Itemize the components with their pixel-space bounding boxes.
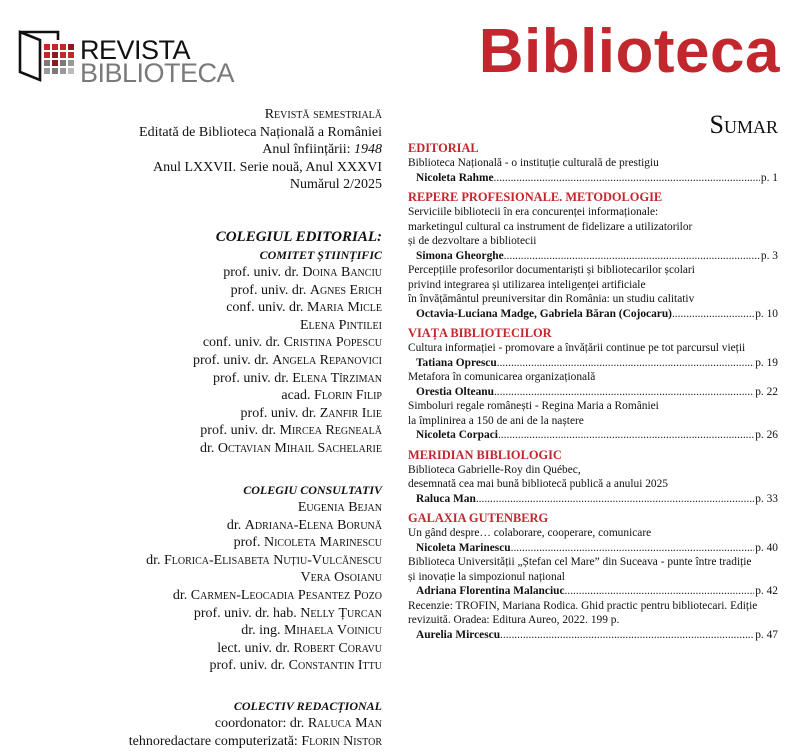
member-title: prof. univ. dr. [240,405,320,421]
toc-entry[interactable] [408,370,778,399]
member-title: prof. univ. dr. [209,658,289,674]
member-title: prof. [233,535,264,551]
board-member [20,422,382,440]
board-member [20,733,382,751]
entry-title: Serviciile bibliotecii în era concurenței informaționale: [408,206,659,218]
entry-page: p. 47 [755,628,778,641]
toc-entry[interactable] [408,263,778,321]
entry-title: Biblioteca Națională - o instituție culturală de prestigiu [408,157,659,169]
member-title: prof. univ. dr. [213,370,293,386]
member-name: Florica-Elisabeta Nuțiu-Vulcănescu [163,552,382,568]
member-title: acad. [281,388,315,404]
member-name: Cristina Popescu [283,335,382,351]
entry-author: Nicoleta Marinescu [416,541,511,554]
leader-dots [511,541,755,556]
member-name: Agnes Erich [309,282,382,298]
entry-page: p. 40 [755,541,778,554]
entry-title: Percepțiile profesorilor documentariști și bibliotecarilor școlari [408,264,695,276]
section-heading-viata: VIAȚA BIBLIOTECILOR [408,326,552,340]
board-member [20,499,382,517]
journal-title: Biblioteca [478,17,780,86]
member-title: conf. univ. dr. [226,300,307,316]
member-name: Robert Coravu [293,640,382,656]
board-member [20,352,382,370]
toc-entry[interactable] [408,156,778,185]
table-of-contents [408,141,778,642]
member-name: Elena Tîrziman [292,370,382,386]
revista-logo-mark-icon [18,30,78,82]
entry-author-line [408,541,778,556]
toc-entry[interactable] [408,463,778,507]
consultativ-heading: COLEGIU CONSULTATIV [243,483,382,497]
entry-page: p. 33 [755,492,778,505]
masthead-line: Revistă semestrială [264,107,382,122]
member-title: prof. univ. dr. [230,282,310,298]
masthead-line: Numărul 2/2025 [289,177,382,193]
toc-entry[interactable] [408,599,778,643]
entry-author-line [408,385,778,400]
entry-title: Biblioteca Universității „Ștefan cel Mare” din Suceava - punte între tradiție [408,556,752,568]
toc-entry[interactable] [408,399,778,443]
member-title: prof. univ. dr. [192,352,273,368]
board-member [20,534,382,552]
entry-page: p. 10 [755,307,778,320]
board-member [20,640,382,658]
toc-entry[interactable] [408,341,778,370]
board-member [20,657,382,675]
board-member [20,387,382,405]
board-member [20,605,382,623]
entry-page: p. 3 [760,249,778,262]
member-name: Adriana-Elena Borună [244,517,382,533]
member-name: Maria Micle [306,300,382,316]
colegiul-editorial [20,228,382,458]
section-heading-editorial: EDITORIAL [408,141,479,155]
entry-title: Simboluri regale românești - Regina Maria a României [408,400,659,412]
board-member [20,622,382,640]
board-member [20,569,382,587]
member-title: dr. [226,517,245,533]
entry-title: Cultura informației - promovare a învățării continue pe tot parcursul vieții [408,342,746,354]
entry-author: Adriana Florentina Malanciuc [416,585,565,597]
comitet-list [20,264,382,458]
sumar-heading: Sumar [709,110,778,139]
colectiv-redactional [20,698,382,750]
member-title: lect. univ. dr. [217,640,294,656]
member-title: dr. [146,552,164,568]
founded-year: 1948 [354,142,382,158]
member-name: Zanfir Ilie [319,405,382,421]
leader-dots [476,492,754,507]
colegiu-consultativ [20,482,382,675]
entry-page: p. 22 [755,385,778,398]
toc-entry[interactable] [408,526,778,555]
member-title: dr. [172,587,191,603]
entry-title: marketingul cultural ca instrument de fidelizare a utilizatorilor [408,220,693,233]
entry-author-line [408,249,778,264]
member-name: Florin Filip [314,388,382,404]
entry-author: Raluca Man [416,492,476,505]
member-name: Nelly Țurcan [300,605,382,621]
leader-dots [497,356,755,371]
entry-author-line [408,307,778,322]
entry-title: desemnată cea mai bună bibliotecă publică a anului 2025 [408,478,668,490]
member-name: Doina Banciu [302,265,382,280]
masthead [20,106,382,194]
member-name: Mircea Regneală [279,423,382,439]
member-name: Raluca Man [307,716,382,731]
entry-author-line [408,428,778,443]
entry-author-line [408,356,778,371]
member-title: coordonator: dr. [214,716,308,731]
toc-entry[interactable] [408,205,778,263]
board-member [20,552,382,570]
member-name: Vera Osoianu [300,570,382,586]
masthead-line [20,141,382,159]
section-heading-meridian: MERIDIAN BIBLIOLOGIC [408,447,562,462]
entry-title: Biblioteca Gabrielle-Roy din Québec, [408,463,581,476]
entry-page: p. 26 [755,429,778,441]
leader-dots [500,628,754,643]
entry-author: Orestia Olteanu [416,385,494,398]
member-name: Angela Repanovici [272,352,382,368]
entry-author-line [408,628,778,643]
redactional-list [20,715,382,750]
section-heading-galaxia: GALAXIA GUTENBERG [408,511,549,525]
redactional-heading: COLECTIV REDACȚIONAL [233,699,382,713]
entry-title: revizuită. Oradea: Editura Aureo, 2022. 199 p. [408,614,620,626]
entry-title: Metafora în comunicarea organizațională [408,371,596,383]
entry-author: Aurelia Mircescu [416,628,501,641]
colegiul-heading: COLEGIUL EDITORIAL: [215,229,382,245]
member-name: Constantin Ittu [288,658,382,674]
consultativ-list [20,499,382,675]
entry-author-line [408,171,778,186]
member-name: Mihaela Voinicu [283,623,382,639]
section-heading-repere: REPERE PROFESIONALE. METODOLOGIE [408,190,663,204]
founded-label: Anul înființării: [262,142,354,158]
entry-page: p. 1 [760,171,778,184]
member-title: prof. univ. dr. [200,423,280,439]
board-member [20,517,382,535]
logo-text-biblioteca: BIBLIOTECA [80,58,235,88]
leader-dots [565,584,755,599]
member-title: dr. ing. [241,623,284,639]
board-member [20,370,382,388]
entry-title: Un gând despre… colaborare, cooperare, comunicare [408,527,652,539]
entry-author: Tatiana Oprescu [416,356,497,369]
board-member [20,715,382,733]
board-member [20,587,382,605]
board-member [20,264,382,282]
leader-dots [494,385,754,400]
entry-title: privind integrarea și utilizarea inteligenței artificiale [408,278,646,291]
member-name: Florin Nistor [301,733,382,749]
board-member [20,317,382,335]
entry-author: Nicoleta Corpaci [416,429,498,441]
member-title: tehnoredactare computerizată: [128,733,302,749]
leader-dots [494,171,760,186]
entry-author: Octavia-Luciana Madge, Gabriela Băran (Cojocaru) [416,307,672,320]
entry-author: Simona Gheorghe [416,249,504,262]
entry-author: Nicoleta Rahme [416,171,494,184]
board-member [20,405,382,423]
board-member [20,282,382,300]
entry-title: și inovație la simpozionul național [408,570,565,583]
member-title: dr. [199,440,218,456]
entry-title: și de dezvoltare a bibliotecii [408,235,537,247]
member-title: prof. univ. dr. [223,265,303,280]
leader-dots [672,307,754,322]
entry-author-line [408,584,778,599]
entry-title: în învățământul preuniversitar din România: un studiu calitativ [408,293,695,305]
entry-title: la împlinirea a 150 de ani de la naștere [408,414,584,427]
member-title: prof. univ. dr. hab. [193,605,301,621]
leader-dots [504,249,760,264]
logo-text-revista: REVISTA [80,35,191,65]
leader-dots [498,428,754,443]
member-name: Eugenia Bejan [297,500,382,515]
member-name: Nicoleta Marinescu [263,535,382,551]
entry-page: p. 19 [755,356,778,369]
board-member [20,334,382,352]
entry-page: p. 42 [755,585,778,597]
member-name: Octavian Mihail Sachelarie [217,440,382,456]
entry-title: Recenzie: TROFIN, Mariana Rodica. Ghid practic pentru bibliotecari. Ediție [408,599,758,612]
board-member [20,440,382,458]
entry-author-line [408,492,778,507]
member-name: Carmen-Leocadia Pesantez Pozo [190,587,382,603]
member-name: Elena Pintilei [299,317,382,333]
member-title: conf. univ. dr. [202,335,284,351]
comitet-heading: COMITET ȘTIINȚIFIC [259,248,382,262]
board-member [20,299,382,317]
masthead-line: Anul LXXVII. Serie nouă, Anul XXXVI [152,159,382,175]
masthead-line: Editată de Biblioteca Națională a României [139,124,382,140]
toc-entry[interactable] [408,555,778,599]
